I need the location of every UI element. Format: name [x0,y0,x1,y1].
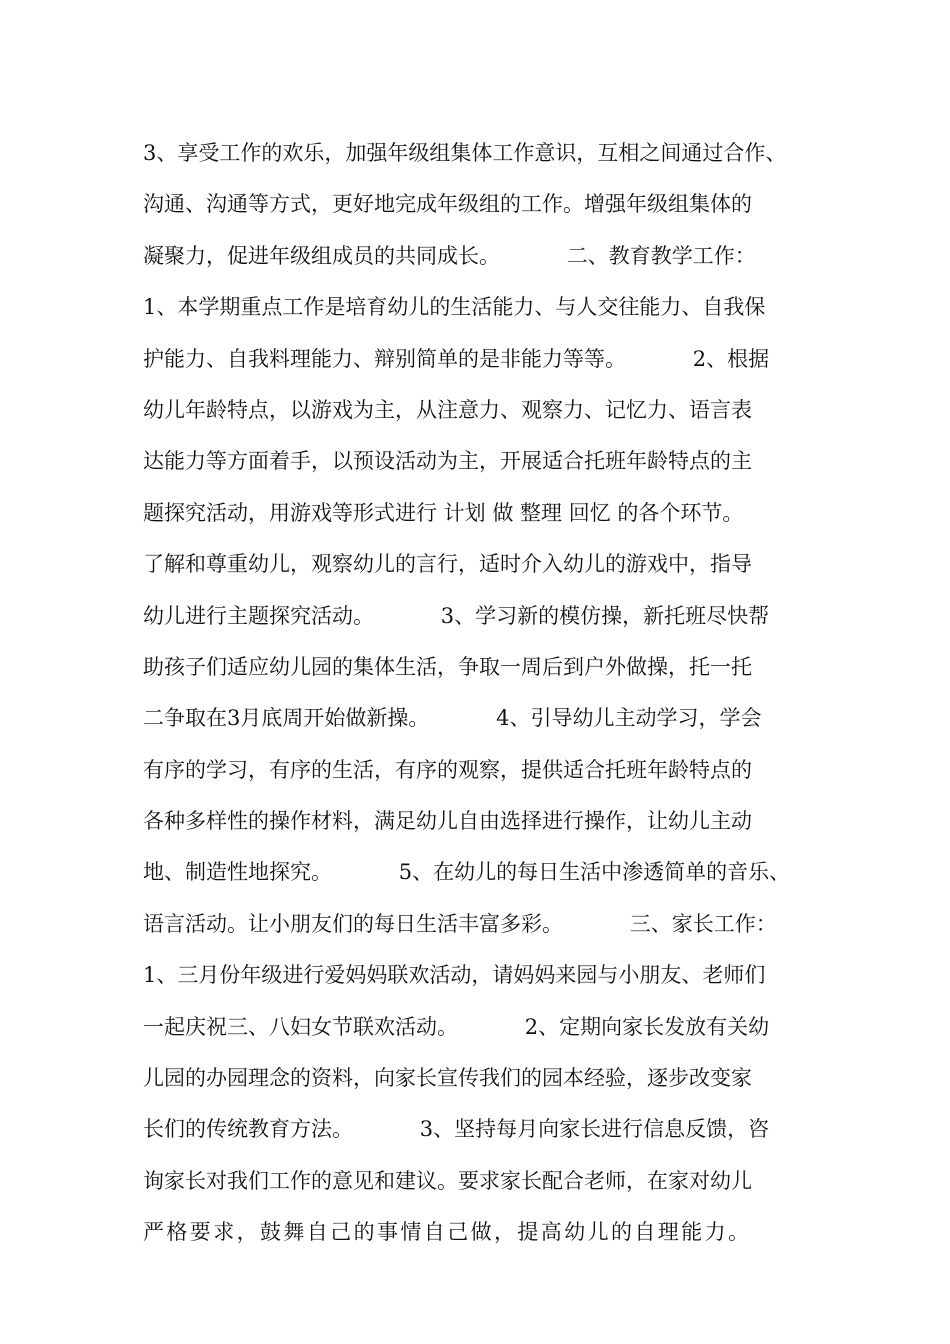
text-line: 有序的学习，有序的生活，有序的观察，提供适合托班年龄特点的 [143,757,752,782]
text-line: 语言活动。让小朋友们的每日生活丰富多彩。 三、家长工作： [143,911,777,936]
text-line: 1、本学期重点工作是培育幼儿的生活能力、与人交往能力、自我保 [143,295,766,320]
text-line: 询家长对我们工作的意见和建议。要求家长配合老师，在家对幼儿 [143,1168,752,1193]
text-line: 儿园的办园理念的资料，向家长宣传我们的园本经验，逐步改变家 [143,1066,752,1091]
text-line: 二争取在3月底周开始做新操。 4、引导幼儿主动学习，学会 [143,706,762,731]
text-line: 各种多样性的操作材料，满足幼儿自由选择进行操作，让幼儿主动 [143,809,752,834]
text-line: 幼儿年龄特点，以游戏为主，从注意力、观察力、记忆力、语言表 [143,397,752,422]
body-text [143,131,823,1262]
text-line: 严格要求，鼓舞自己的事情自己做，提高幼儿的自理能力。 [143,1220,752,1245]
text-line: 一起庆祝三、八妇女节联欢活动。 2、定期向家长发放有关幼 [143,1014,770,1039]
text-line: 地、制造性地探究。 5、在幼儿的每日生活中渗透简单的音乐、 [143,860,791,885]
text-line: 护能力、自我料理能力、辩别简单的是非能力等等。 2、根据 [143,346,770,371]
text-line: 沟通、沟通等方式，更好地完成年级组的工作。增强年级组集体的 [143,192,752,217]
text-line: 1、三月份年级进行爱妈妈联欢活动，请妈妈来园与小朋友、老师们 [143,963,766,988]
text-line: 凝聚力，促进年级组成员的共同成长。 二、教育教学工作： [143,243,756,268]
text-line: 长们的传统教育方法。 3、坚持每月向家长进行信息反馈，咨 [143,1117,770,1142]
text-line: 3、享受工作的欢乐，加强年级组集体工作意识，互相之间通过合作、 [143,141,787,165]
text-line: 了解和尊重幼儿，观察幼儿的言行，适时介入幼儿的游戏中，指导 [143,552,752,577]
text-line: 幼儿进行主题探究活动。 3、学习新的模仿操，新托班尽快帮 [143,603,770,628]
text-line: 达能力等方面着手，以预设活动为主，开展适合托班年龄特点的主 [143,449,752,474]
text-line: 题探究活动，用游戏等形式进行 计划 做 整理 回忆 的各个环节。 [143,500,744,525]
text-line: 助孩子们适应幼儿园的集体生活，争取一周后到户外做操，托一托 [143,654,752,679]
